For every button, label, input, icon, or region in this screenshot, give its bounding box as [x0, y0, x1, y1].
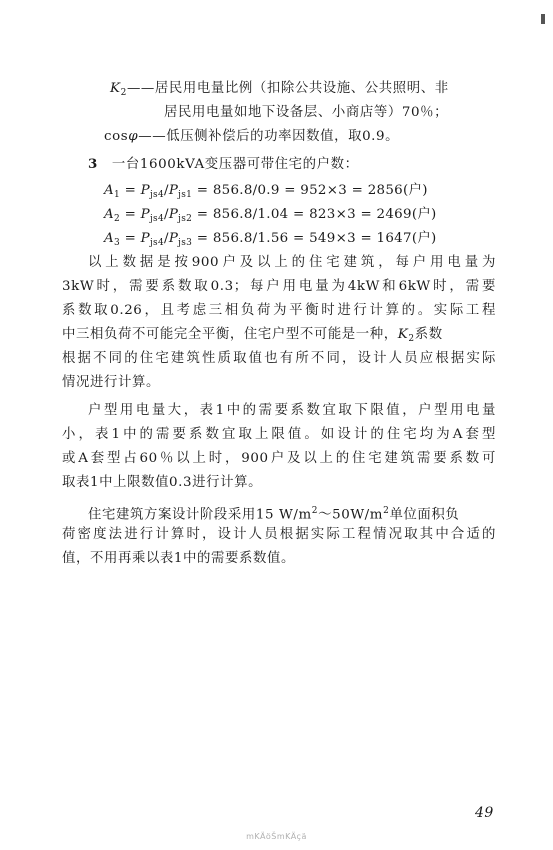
k2-definition-line1 [110, 80, 449, 98]
k2-definition-text1: ——居民用电量比例（扣除公共设施、公共照明、非 [126, 81, 449, 96]
section-3-heading [88, 155, 359, 174]
paragraph-1-line-6: 情况进行计算。 [62, 375, 160, 390]
paragraph-1-line-2: 3kW时，需要系数取0.3；每户用电量为4kW和6kW时，需要 [62, 279, 496, 294]
k2-inline-symbol: K [397, 327, 409, 342]
k2-subscript: 2 [120, 88, 127, 98]
paragraph-2-line-4: 取表1中上限数值0.3进行计算。 [62, 475, 263, 490]
paragraph-3-line-1: 住宅建筑方案设计阶段采用15 $W/m^2\sim 50W/m^2$单位面积负 [88, 506, 460, 523]
paragraph-1-line-1: 以上数据是按900户及以上的住宅建筑，每户用电量为 [88, 255, 496, 270]
cos-definition-text: ——低压侧补偿后的功率因数值，取0.9。 [138, 129, 400, 144]
paragraph-1-line-3: 系数取0.26，且考虑三相负荷为平衡时进行计算的。实际工程 [62, 303, 496, 318]
footer-watermark: mKÄöŠmKÄçä [246, 832, 307, 841]
section-3-title: 一台1600kVA变压器可带住宅的户数： [111, 157, 359, 172]
page-number: 49 [475, 805, 494, 821]
equation-a2: $A_2 = P_{js4}/P_{js2} = 856.8/1.04 = 823\times 3 = 2469$(户) [104, 207, 437, 224]
paragraph-1-line-5: 根据不同的住宅建筑性质取值也有所不同，设计人员应根据实际 [62, 351, 496, 366]
paragraph-2-line-1: 户型用电量大，表1中的需要系数宜取下限值，户型用电量 [88, 403, 496, 418]
section-3-number: 3 [88, 156, 98, 172]
k2-definition-text2: 居民用电量如地下设备层、小商店等）70％； [164, 105, 449, 120]
k2-definition-line2 [164, 104, 448, 122]
paragraph-3-line-2: 荷密度法进行计算时，设计人员根据实际工程情况取其中合适的 [62, 527, 496, 542]
cos-symbol: cos [104, 129, 129, 144]
equation-a3: $A_3 = P_{js4}/P_{js3} = 856.8/1.56 = 549\times 3 = 1647$(户) [104, 231, 437, 248]
phi-symbol: φ [128, 129, 139, 144]
paragraph-2-line-3: 或A套型占60％以上时，900户及以上的住宅建筑需要系数可 [62, 451, 496, 466]
cos-definition-line [104, 128, 399, 146]
paragraph-3-line-3: 值，不用再乘以表1中的需要系数值。 [62, 551, 295, 566]
scan-mark [541, 14, 545, 24]
paragraph-1-line-4: 中三相负荷不可能完全平衡，住宅户型不可能是一种，$K_2$系数 [62, 327, 443, 344]
equation-a1: $A_1 = P_{js4}/P_{js1} = 856.8/0.9 = 952\times 3 = 2856$(户) [104, 183, 428, 200]
k2-symbol: K [110, 81, 121, 96]
paragraph-2-line-2: 小，表1中的需要系数宜取上限值。如设计的住宅均为A套型 [62, 427, 496, 442]
